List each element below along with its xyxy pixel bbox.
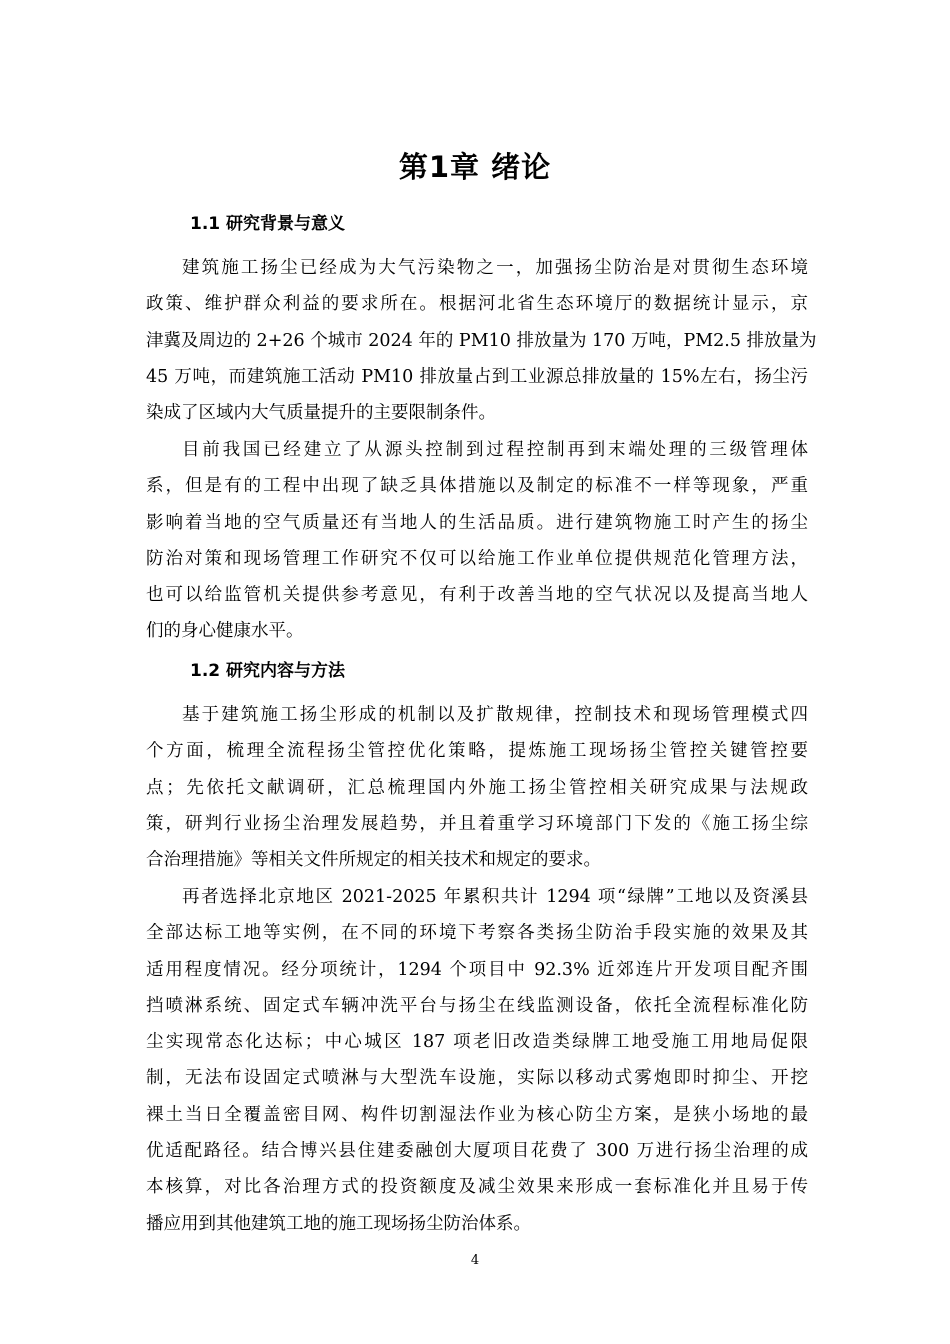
text-line: 政策、维护群众利益的要求所在。根据河北省生态环境厅的数据统计显示，京 [146,294,808,315]
text-line: 播应用到其他建筑工地的施工现场扬尘防治体系。 [146,1213,531,1234]
text-line: 45 万吨，而建筑施工活动 PM10 排放量占到工业源总排放量的 15%左右，扬尘污 [146,366,808,387]
text-line: 影响着当地的空气质量还有当地人的生活品质。进行建筑物施工时产生的扬尘 [146,512,808,533]
chapter-title: 第1章 绪论 [398,150,552,184]
paragraph-1-1-1 [146,250,817,431]
text-line: 也可以给监管机关提供参考意见，有利于改善当地的空气状况以及提高当地人 [146,585,808,606]
text-line: 点；先依托文献调研，汇总梳理国内外施工扬尘管控相关研究成果与法规政 [146,777,808,798]
text-line: 个方面，梳理全流程扬尘管控优化策略，提炼施工现场扬尘管控关键管控要 [146,741,808,762]
text-line: 全部达标工地等实例，在不同的环境下考察各类扬尘防治手段实施的效果及其 [146,923,808,944]
text-line: 合治理措施》等相关文件所规定的相关技术和规定的要求。 [146,850,601,871]
text-line: 建筑施工扬尘已经成为大气污染物之一，加强扬尘防治是对贯彻生态环境 [182,258,808,278]
section-title-1-1: 1.1 研究背景与意义 [190,214,346,234]
text-line: 津冀及周边的 2+26 个城市 2024 年的 PM10 排放量为 170 万吨，PM2.5 排放量为 [146,330,817,351]
text-line: 再者选择北京地区 2021-2025 年累积共计 1294 项“绿牌”工地以及资溪县 [182,887,808,907]
section-title-1-2: 1.2 研究内容与方法 [190,661,346,681]
text-line: 本核算，对比各治理方式的投资额度及减尘效果来形成一套标准化并且易于传 [146,1177,808,1198]
text-line: 优适配路径。结合博兴县住建委融创大厦项目花费了 300 万进行扬尘治理的成 [146,1141,808,1162]
text-line: 策，研判行业扬尘治理发展趋势，并且着重学习环境部门下发的《施工扬尘综 [146,813,808,834]
text-line: 染成了区域内大气质量提升的主要限制条件。 [146,403,496,424]
text-line: 们的身心健康水平。 [146,621,304,642]
text-line: 裸土当日全覆盖密目网、构件切割湿法作业为核心防尘方案，是狭小场地的最 [146,1104,808,1125]
text-line: 基于建筑施工扬尘形成的机制以及扩散规律，控制技术和现场管理模式四 [182,705,808,725]
page-number: 4 [470,1253,480,1268]
paragraph-1-2-2 [146,879,808,1242]
text-line: 尘实现常态化达标；中心城区 187 项老旧改造类绿牌工地受施工用地局促限 [146,1032,808,1053]
paragraph-1-2-1 [146,697,808,878]
text-line: 制，无法布设固定式喷淋与大型洗车设施，实际以移动式雾炮即时抑尘、开挖 [146,1068,808,1089]
text-line: 系，但是有的工程中出现了缺乏具体措施以及制定的标准不一样等现象，严重 [146,476,808,497]
text-line: 挡喷淋系统、固定式车辆冲洗平台与扬尘在线监测设备，依托全流程标准化防 [146,995,808,1016]
text-line: 防治对策和现场管理工作研究不仅可以给施工作业单位提供规范化管理方法， [146,548,808,569]
text-line: 目前我国已经建立了从源头控制到过程控制再到末端处理的三级管理体 [182,440,808,460]
paragraph-1-1-2 [146,432,808,650]
text-line: 适用程度情况。经分项统计，1294 个项目中 92.3% 近郊连片开发项目配齐围 [146,959,808,980]
